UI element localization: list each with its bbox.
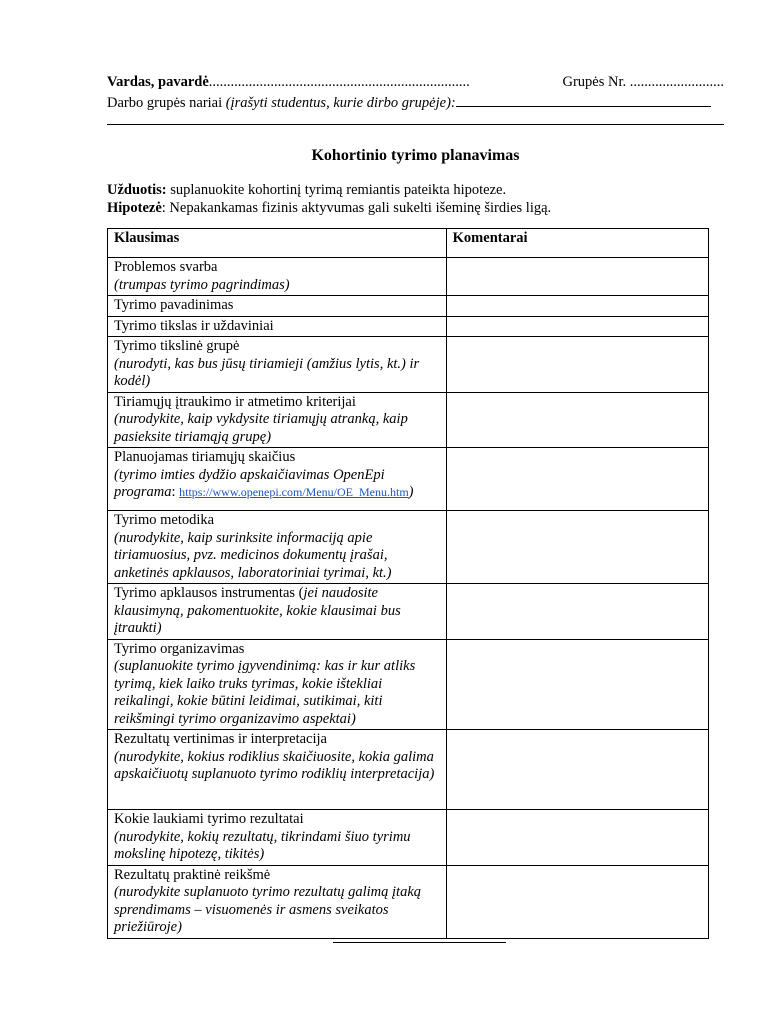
question-hint: (nurodykite, kaip surinksite informaciją apie tiriamuosius, pvz. medicinos dokumentų įrašai, anketinės apklausos, laboratoriniai tyrimai, kt.) (114, 529, 392, 581)
question-hint: (nurodyti, kas bus jūsų tiriamieji (amžius lytis, kt.) ir kodėl) (114, 355, 420, 389)
name-line (107, 73, 724, 91)
header-rule (107, 124, 724, 125)
comment-cell[interactable] (446, 730, 708, 810)
hypothesis-label: Hipotezė (107, 200, 162, 216)
table-row (108, 639, 709, 730)
question-hint: (suplanuokite tyrimo įgyvendinimą: kas ir kur atliks tyrimą, kiek laiko truks tyrimas, kokie ištekliai reikalingi, kokie būtini leidimai, sutikimai, kiti reikšmingi tyrimo organizavimo aspektai) (114, 658, 416, 727)
table-row (108, 511, 709, 584)
question-cell: Planuojamas tiriamųjų skaičius (tyrimo imties dydžio apskaičiavimas OpenEpi programa: https://www.openepi.com/Menu/OE_Menu.htm) (108, 448, 447, 511)
hypothesis-line (107, 199, 724, 217)
comment-cell[interactable] (446, 316, 708, 337)
planning-table (107, 228, 709, 939)
name-field[interactable] (107, 73, 470, 91)
comment-cell[interactable] (446, 511, 708, 584)
question-title: Rezultatų vertinimas ir interpretacija (114, 731, 327, 747)
question-title: Tiriamųjų įtraukimo ir atmetimo kriterijai (114, 393, 356, 410)
question-cell (108, 730, 447, 810)
comment-cell[interactable] (446, 337, 708, 393)
table-row (108, 258, 709, 296)
task-block (107, 181, 724, 217)
question-title: Rezultatų praktinė reikšmė (114, 866, 271, 883)
question-hint: (nurodykite, kaip vykdysite tiriamųjų atranką, kaip pasieksite tiriamąją grupę) (114, 411, 408, 445)
table-row (108, 584, 709, 640)
question-hint: jei naudosite klausimyną, pakomentuokite, kokie klausimai bus įtraukti) (114, 585, 401, 636)
table-row (108, 865, 709, 938)
question-title: Tyrimo apklausos instrumentas ( (114, 585, 304, 601)
task-line (107, 181, 724, 199)
members-label: Darbo grupės nariai (107, 95, 226, 111)
question-cell (108, 810, 447, 866)
question-cell (108, 511, 447, 584)
question-title: Planuojamas tiriamųjų skaičius (114, 449, 296, 465)
name-label: Vardas, pavardė (107, 74, 209, 90)
question-title: Kokie laukiami tyrimo rezultatai (114, 811, 304, 827)
question-title: Tyrimo tikslinė grupė (114, 338, 240, 354)
question-hint-end: ) (408, 484, 414, 500)
task-text: suplanuokite kohortinį tyrimą remiantis pateikta hipoteze. (166, 182, 507, 198)
question-title: Tyrimo organizavimas (114, 640, 245, 657)
comment-cell[interactable] (446, 258, 708, 296)
question-cell (108, 639, 447, 730)
question-cell (108, 296, 447, 317)
question-cell (108, 584, 447, 640)
table-row (108, 730, 709, 810)
question-hint: (trumpas tyrimo pagrindimas) (114, 276, 290, 293)
question-cell (108, 337, 447, 393)
openepi-link[interactable]: https://www.openepi.com/Menu/OE_Menu.htm (179, 485, 409, 499)
question-hint: (nurodykite suplanuoto tyrimo rezultatų galimą įtaką sprendimams – visuomenės ir asmens sveikatos priežiūroje) (114, 884, 422, 935)
table-row (108, 296, 709, 317)
question-cell (108, 392, 447, 448)
comment-cell[interactable] (446, 810, 708, 866)
table-header-row (108, 229, 709, 258)
col-question-header: Klausimas (108, 229, 447, 258)
question-hint: (nurodykite, kokių rezultatų, tikrindami šiuo tyrimu mokslinę hipotezę, tikitės) (114, 828, 411, 862)
members-fill-line[interactable] (456, 92, 711, 107)
comment-cell[interactable] (446, 639, 708, 730)
task-label: Užduotis: (107, 182, 167, 198)
question-title: Tyrimo metodika (114, 512, 215, 528)
comment-cell[interactable] (446, 584, 708, 640)
comment-cell[interactable] (446, 296, 708, 317)
document-title: Kohortinio tyrimo planavimas (311, 147, 520, 164)
comment-cell[interactable] (446, 448, 708, 511)
question-cell (108, 316, 447, 337)
table-row (108, 337, 709, 393)
question-title: Tyrimo pavadinimas (114, 297, 234, 313)
question-cell (108, 865, 447, 938)
question-hint: (nurodykite, kokius rodiklius skaičiuosite, kokia galima apskaičiuotų suplanuoto tyrimo rodiklių interpretacija) (114, 748, 435, 782)
name-dots: ........................................................................ (208, 74, 470, 90)
table-row (108, 316, 709, 337)
comment-cell[interactable] (446, 392, 708, 448)
members-hint: (įrašyti studentus, kurie dirbo grupėje): (225, 95, 456, 111)
question-title: Tyrimo tikslas ir uždaviniai (114, 317, 274, 334)
col-comments-header: Komentarai (446, 229, 708, 258)
question-title: Problemos svarba (114, 259, 218, 275)
table-row (108, 810, 709, 866)
table-row (108, 448, 709, 511)
comment-cell[interactable] (446, 865, 708, 938)
group-field[interactable]: Grupės Nr. .......................... (562, 74, 724, 90)
signature-line (333, 942, 506, 943)
question-cell (108, 258, 447, 296)
question-hint: (tyrimo imties dydžio apskaičiavimas OpenEpi programa (114, 466, 385, 500)
hypothesis-text: : Nepakankamas fizinis aktyvumas gali sukelti išeminę širdies ligą. (161, 200, 552, 216)
members-line (107, 92, 724, 110)
table-row (108, 392, 709, 448)
